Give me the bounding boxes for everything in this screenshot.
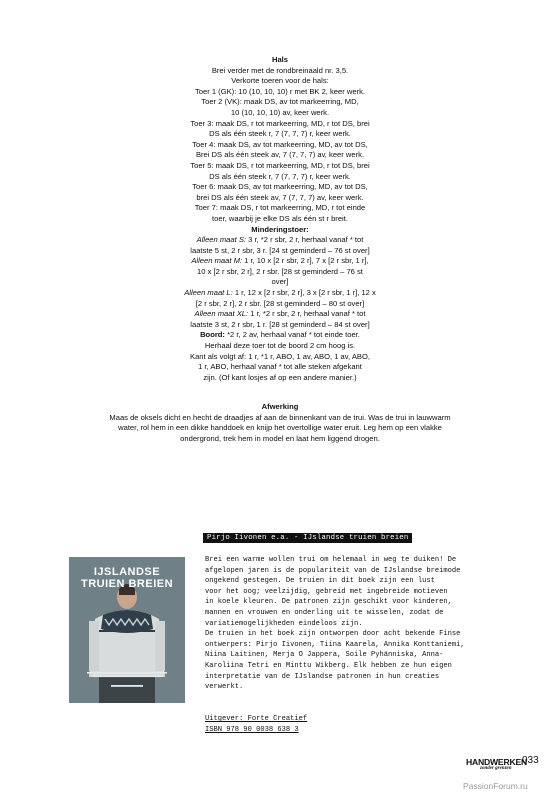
review-line: afgelopen jaren is de populariteit van de IJslandse breimode [205, 566, 461, 575]
review-line: mannen en vrouwen en onderling uit te wisselen, zodat de [205, 608, 444, 617]
boord-label: Boord: [200, 330, 225, 340]
review-line: Brei een warme wollen trui om helemaal in weg te duiken! De [205, 556, 457, 564]
isbn: ISBN 978 90 0038 638 3 [205, 725, 299, 734]
review-line: in koele kleuren. De patronen zijn geschikt voor kinderen, [205, 598, 452, 607]
size-xl-label: Alleen maat XL: [194, 309, 249, 319]
hals-line: Toer 5: maak DS, r tot markeerring, MD, r tot DS, brei [190, 160, 370, 170]
review-line: verwerkt. [205, 683, 244, 692]
hals-line: Brei DS als één steek av, 7 (7, 7, 7) av, keer werk. [195, 150, 365, 160]
review-line: ontwerpers: Pirjo Iivonen, Tiina Kaarela, Annika Konttaniemi, [205, 640, 465, 649]
boord-line: Herhaal deze toer tot de boord 2 cm hoog is. [204, 341, 356, 351]
review-line: interpretatie van de IJslandse patronen in hun creaties [205, 672, 440, 681]
hals-heading: Hals [271, 55, 289, 64]
afwerking-heading: Afwerking [261, 402, 299, 411]
size-m-label: Alleen maat M: [191, 256, 243, 266]
cover-title-1: IJSLANDSE [93, 566, 161, 578]
boord-line: Kant als volgt af: 1 r, *1 r, ABO, 1 av, ABO, 1 av, ABO, [190, 351, 370, 361]
cover-title-2: TRUIEN BREIEN [80, 578, 174, 590]
mindering-heading: Minderingstoer: [251, 224, 309, 234]
hals-line: DS als één steek r, 7 (7, 7, 7) r, keer werk. [209, 129, 351, 139]
review-line: Niina Laitinen, Merja O Jappera, Soile Pyhänniska, Anna- [205, 651, 444, 660]
hals-line: Toer 1 (GK): 10 (10, 10, 10) r met BK 2, keer werk. [194, 86, 366, 96]
hals-line: DS als één steek r, 7 (7, 7, 7) r, keer werk. [209, 171, 351, 181]
review-line: voor het oog; veelzijdig, gebreid met ingebreide motieven [205, 587, 448, 596]
size-l-line: [2 r sbr, 2 r], 2 r sbr. [28 st geminderd – 80 st over] [195, 298, 365, 308]
pattern-instructions [95, 55, 465, 383]
hals-line: Toer 4: maak DS, av tot markeerring, MD, av tot DS, [192, 139, 368, 149]
review-line: Karoliina Tetri en Minttu Wikberg. Elk hebben ze hun eigen [205, 661, 452, 670]
boord-line: Boord: *2 r, 2 av, herhaal vanaf * tot einde toer. [200, 330, 360, 340]
cover-fine-print [69, 557, 185, 703]
size-s-line: laatste 5 st, 2 r sbr, 3 r. [24 st geminderd – 76 st over] [190, 245, 370, 255]
hals-intro-1: Brei verder met de rondbreinaald nr. 3,5. [211, 65, 349, 75]
size-l-line: Alleen maat L: 1 r, 12 x [2 r sbr, 2 r], 3 x [2 r sbr, 1 r], 12 x [184, 288, 376, 298]
size-s-line: Alleen maat S: 3 r, *2 r sbr, 2 r, herhaal vanaf * tot [196, 235, 364, 245]
book-cover [69, 557, 185, 703]
size-m-line: Alleen maat M: 1 r, 10 x [2 r sbr, 2 r], 7 x [2 r sbr, 1 r], [191, 256, 369, 266]
hals-line: Toer 7: maak DS, r tot markeerring, MD, r tot einde [194, 203, 366, 213]
size-l-label: Alleen maat L: [184, 288, 233, 298]
magazine-brand [466, 755, 540, 771]
afwerking-line: Maas de oksels dicht en hecht de draadjes af aan de binnenkant van de trui. Was de trui in lauwwarm [109, 412, 451, 422]
watermark: PassionForum.ru [463, 781, 528, 791]
brand-tagline: zonder grenzen [480, 766, 512, 771]
book-title-bar: Pirjo Iivonen e.a. - IJslandse truien breien [203, 533, 412, 543]
size-s-label: Alleen maat S: [196, 235, 247, 245]
review-line: variatiemogelijkheden eindeloos zijn. [205, 619, 363, 628]
afwerking-section [90, 402, 470, 444]
page-number: 033 [522, 755, 539, 766]
size-m-line: over] [271, 277, 289, 287]
hals-line: brei DS als één steek av, 7 (7, 7, 7) av, keer werk. [196, 192, 364, 202]
hals-line: Toer 6: maak DS, av tot markeerring, MD, av tot DS, [192, 182, 368, 192]
hals-line: Toer 2 (VK): maak DS, av tot markeerring, MD, [201, 97, 359, 107]
review-line: De truien in het boek zijn ontworpen door acht bekende Finse [205, 630, 461, 639]
hals-line: 10 (10, 10, 10) av, keer werk. [230, 107, 330, 117]
size-xl-line: laatste 3 st, 2 r sbr, 1 r. [28 st geminderd – 84 st over] [190, 319, 370, 329]
boord-line: zijn. (Of kant losjes af op een andere manier.) [203, 372, 357, 382]
review-line: ongekend gestegen. De truien in dit boek zijn een lust [205, 577, 435, 586]
hals-line: toer, waarbij je elke DS als één st r breit. [212, 213, 348, 223]
boord-line: 1 r, ABO, herhaal vanaf * tot alle steken afgekant [198, 362, 362, 372]
publisher: Uitgever: Forte Creatief [205, 715, 308, 723]
publisher-info [205, 714, 307, 735]
hals-intro-2: Verkorte toeren voor de hals: [231, 76, 329, 86]
afwerking-line: water, rol hem in een dikke handdoek en knijp het overtollige water eruit. Leg hem op een vlakke [118, 423, 442, 433]
hals-line: Toer 3: maak DS, r tot markeerring, MD, r tot DS, brei [190, 118, 370, 128]
afwerking-line: ondergrond, trek hem in model en laat hem liggend drogen. [180, 433, 380, 443]
size-m-line: 10 x [2 r sbr, 2 r], 2 r sbr. [28 st geminderd – 76 st [197, 266, 363, 276]
size-xl-line: Alleen maat XL: 1 r, *2 r sbr, 2 r, herhaal vanaf * tot [194, 309, 366, 319]
brand-name: HANDWERKEN [466, 757, 528, 767]
book-review [205, 555, 505, 693]
